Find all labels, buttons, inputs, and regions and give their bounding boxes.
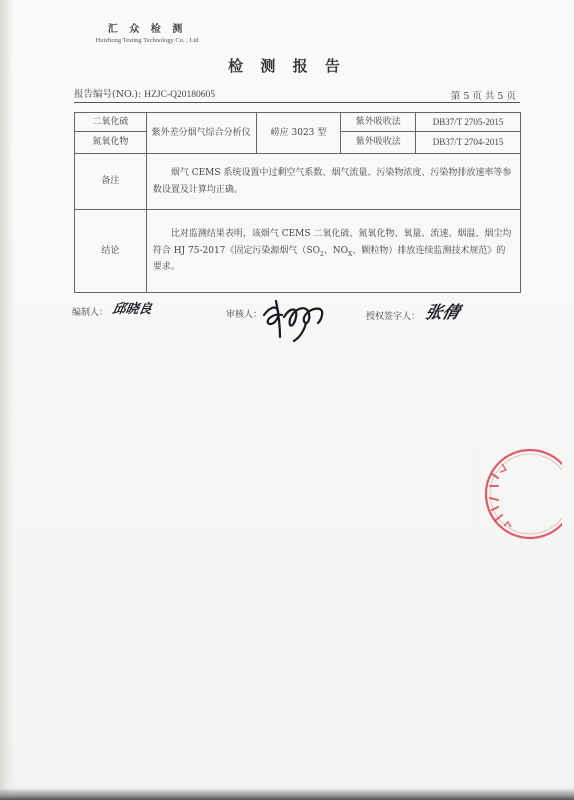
report-number-value: HZJC-Q20180605 [144, 90, 215, 100]
page-indicator: 第 5 页 共 5 页 [450, 91, 516, 102]
so2-subscript: 2 [319, 250, 324, 258]
report-number-label: 报告编号(NO.): [74, 89, 142, 100]
method-cell: 紫外吸收法 [341, 113, 416, 132]
company-seal-icon [472, 444, 562, 544]
conclusion-text-part-2: 、NO [323, 245, 349, 256]
report-title: 检 测 报 告 [228, 57, 346, 75]
company-header [82, 20, 212, 44]
table-row [75, 113, 521, 132]
reviewed-by-label: 审核人： [226, 310, 263, 320]
results-table [74, 112, 521, 293]
model-cell: 崂应 3023 型 [256, 113, 341, 154]
item-cell: 二氧化硫 [75, 113, 147, 132]
nox-subscript: X [348, 250, 353, 258]
conclusion-text [146, 210, 520, 293]
prepared-by-signature: 邱晓良 [111, 302, 153, 317]
method-cell: 紫外吸收法 [341, 132, 416, 154]
remark-text: 烟气 CEMS 系统设置中过剩空气系数、烟气流量、污染物浓度、污染物排放速率等参数设置及计算均正确。 [146, 154, 520, 210]
header-rule [74, 102, 520, 103]
conclusion-label: 结论 [75, 210, 147, 293]
scan-shadow-left [0, 0, 14, 800]
remark-label: 备注 [75, 154, 147, 210]
report-number [74, 86, 215, 100]
prepared-by-label: 编制人： [72, 308, 109, 318]
standard-cell: DB37/T 2704-2015 [416, 132, 521, 154]
remark-row [75, 154, 521, 210]
conclusion-text-part-3: 、颗粒物）排放连续监测技术规范》的要求。 [152, 245, 506, 273]
company-name-cn: 汇 众 检 测 [107, 24, 187, 35]
standard-cell: DB37/T 2705-2015 [416, 113, 521, 132]
instrument-cell: 紫外差分烟气综合分析仪 [146, 113, 256, 154]
item-cell: 氮氧化物 [75, 132, 147, 154]
approved-by-label: 授权签字人： [366, 312, 421, 322]
conclusion-text-part-1: 比对监测结果表明，该烟气 CEMS 二氧化硫、氮氧化物、氧量、流速、烟温、烟尘均符合 HJ 75-2017《固定污染源烟气（SO [152, 228, 512, 256]
reviewer-signature-icon [260, 293, 328, 345]
scan-shadow-bottom [0, 788, 574, 800]
conclusion-row [75, 210, 521, 293]
company-name-en: Huizhong Testing Technology Co. , Ltd [95, 37, 199, 44]
approved-by-signature: 张倩 [422, 303, 462, 323]
